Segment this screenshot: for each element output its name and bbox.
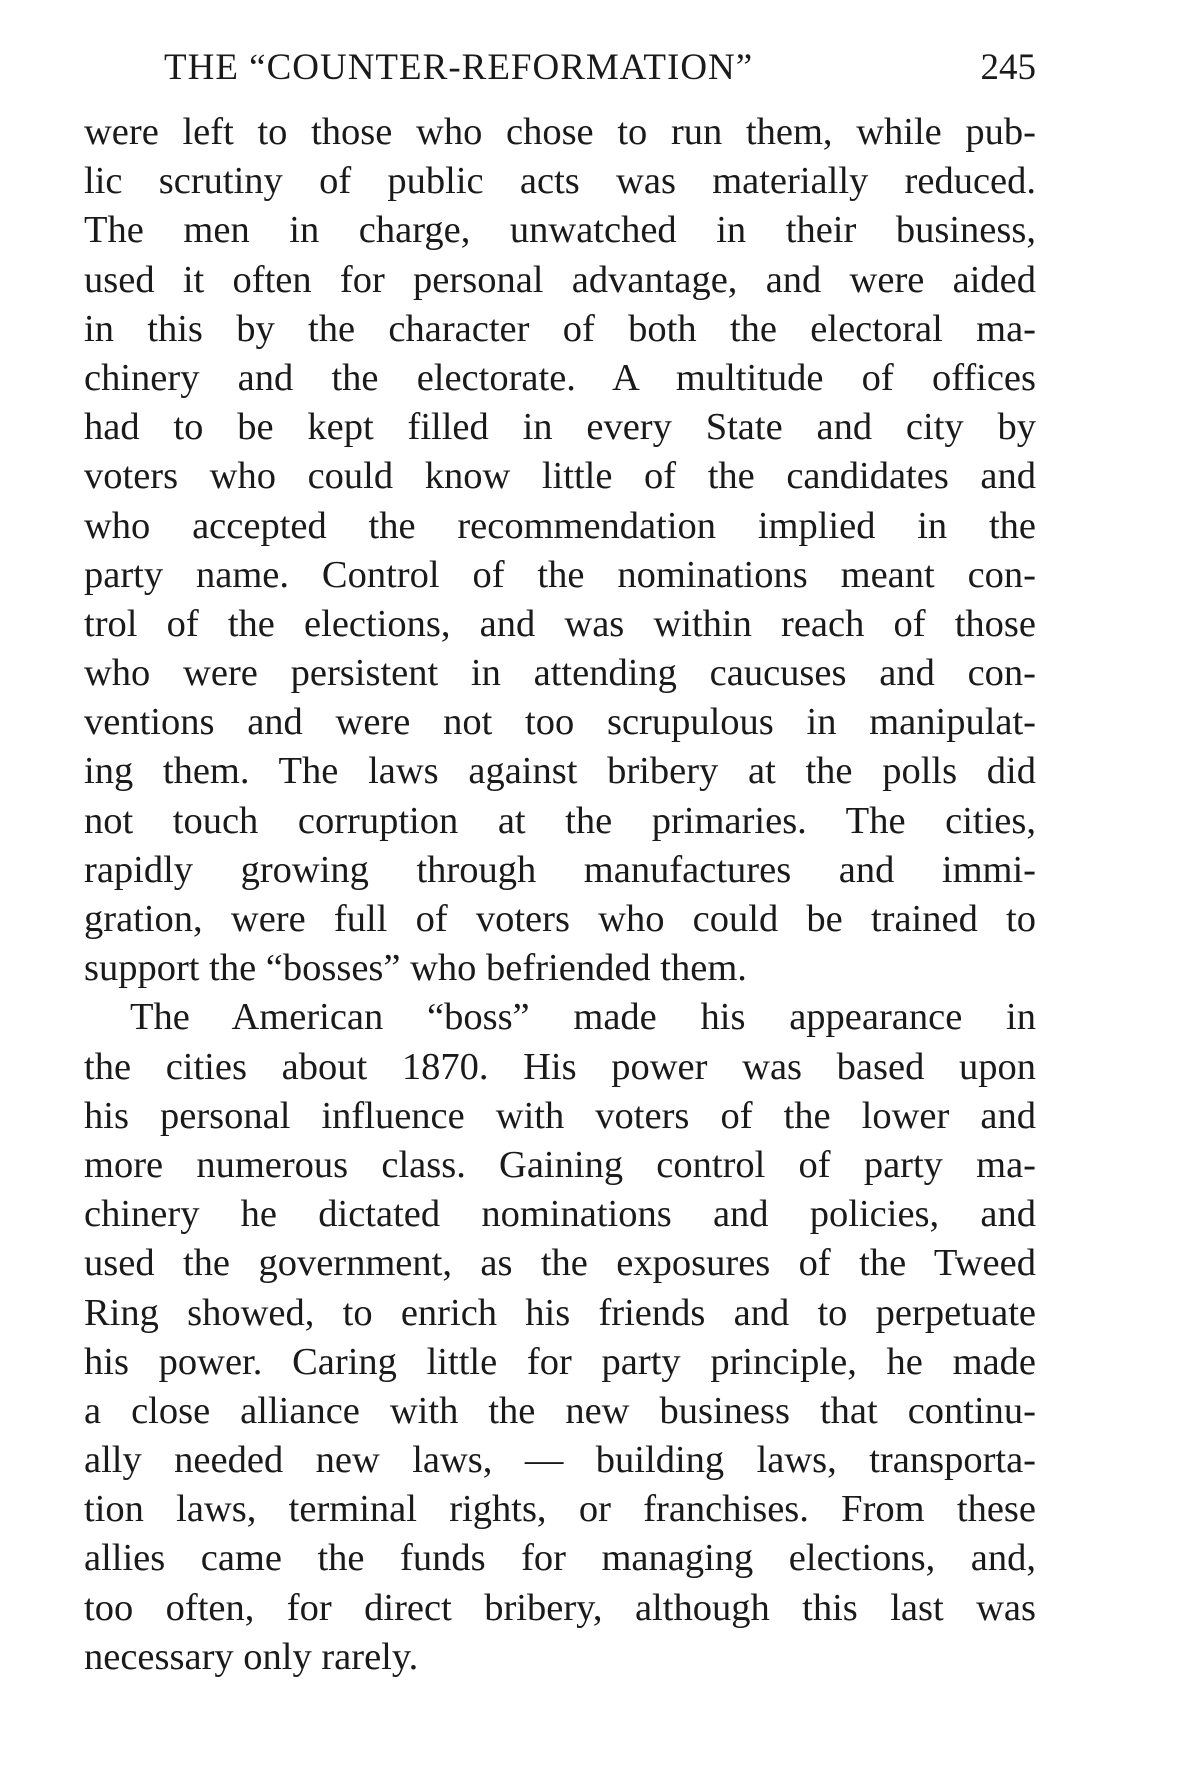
- text-line: were left to those who chose to run them, while pub-: [84, 111, 1036, 153]
- text-line: gration, were full of voters who could be trained to: [84, 898, 1036, 940]
- text-line: Ring showed, to enrich his friends and to perpetuate: [84, 1291, 1036, 1334]
- text-line: necessary only rarely.: [84, 1635, 419, 1678]
- text-line: ing them. The laws against bribery at the polls did: [84, 750, 1036, 793]
- text-line: voters who could know little of the candidates and: [84, 455, 1036, 498]
- text-line: who accepted the recommendation implied in the: [84, 504, 1036, 547]
- text-line: in this by the character of both the electoral ma-: [84, 307, 1036, 350]
- text-line: allies came the funds for managing elections, and,: [84, 1537, 1036, 1580]
- text-line: ventions and were not too scrupulous in manipulat-: [84, 701, 1036, 744]
- running-head: [84, 40, 1036, 96]
- text-line: the cities about 1870. His power was based upon: [84, 1045, 1036, 1088]
- text-line: chinery and the electorate. A multitude of offices: [84, 356, 1036, 399]
- text-line: chinery he dictated nominations and policies, and: [84, 1193, 1036, 1236]
- text-line: used the government, as the exposures of the Tweed: [84, 1242, 1036, 1285]
- text-line: more numerous class. Gaining control of party ma-: [84, 1143, 1036, 1186]
- text-line: lic scrutiny of public acts was materially reduced.: [84, 160, 1036, 203]
- paragraph-2: [84, 993, 1036, 1682]
- page-number: 245: [980, 47, 1036, 88]
- text-line: The American “boss” made his appearance in: [130, 996, 1036, 1039]
- text-line: support the “bosses” who befriended them.: [84, 947, 747, 990]
- text-line: a close alliance with the new business that continu-: [84, 1389, 1036, 1432]
- text-line: rapidly growing through manufactures and immi-: [84, 848, 1036, 891]
- text-line: his personal influence with voters of the lower and: [84, 1094, 1036, 1137]
- chapter-title: THE “COUNTER-REFORMATION”: [164, 47, 754, 88]
- text-line: The men in charge, unwatched in their business,: [84, 209, 1036, 252]
- text-line: used it often for personal advantage, and were aided: [84, 258, 1036, 301]
- text-line: trol of the elections, and was within reach of those: [84, 602, 1036, 645]
- text-line: had to be kept filled in every State and city by: [84, 406, 1036, 449]
- text-line: his power. Caring little for party principle, he made: [84, 1340, 1036, 1383]
- body-text: [84, 108, 1036, 1682]
- text-line: tion laws, terminal rights, or franchises. From these: [84, 1488, 1036, 1531]
- text-line: who were persistent in attending caucuses and con-: [84, 652, 1036, 695]
- text-line: party name. Control of the nominations meant con-: [84, 553, 1036, 596]
- text-line: too often, for direct bribery, although this last was: [84, 1586, 1036, 1629]
- text-line: ally needed new laws, — building laws, transporta-: [84, 1439, 1036, 1482]
- paragraph-1: [84, 108, 1036, 993]
- text-line: not touch corruption at the primaries. The cities,: [84, 799, 1036, 842]
